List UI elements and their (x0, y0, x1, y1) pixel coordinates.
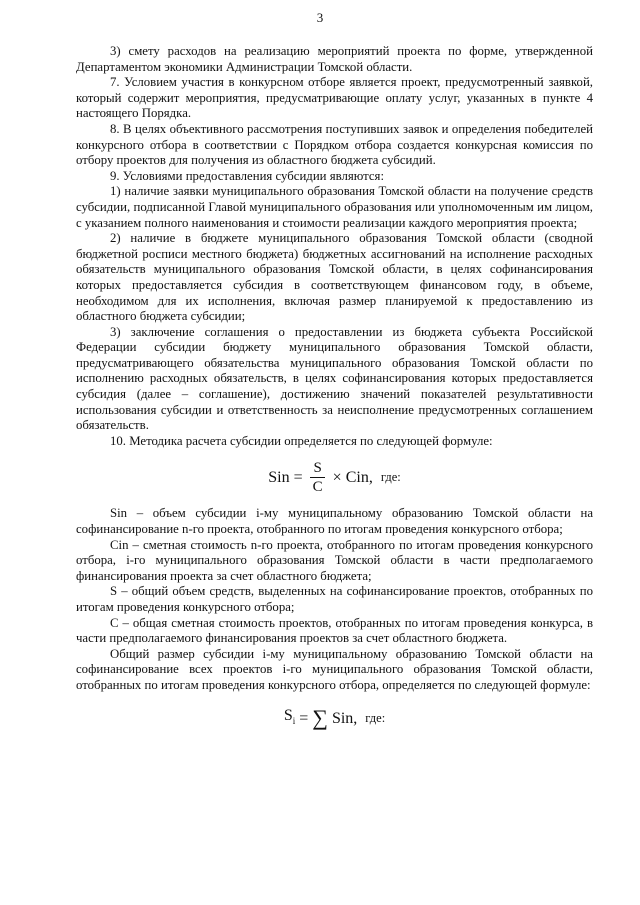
paragraph: S – общий объем средств, выделенных на софинансирование проектов, отобранных по итогам проведения конкурсного отбора; (76, 584, 593, 614)
formula2-equals: = (299, 709, 309, 727)
document-body (76, 44, 593, 739)
formula-suffix: где: (380, 470, 401, 485)
formula-lhs: Sin (268, 469, 290, 487)
paragraph: Cin – сметная стоимость n-го проекта, отобранного по итогам проведения конкурсного отбора, i-го муниципального образования Томской области в части предполагаемого финансирования проекта за счет областного бюджета; (76, 537, 593, 583)
paragraph: 8. В целях объективного рассмотрения поступивших заявок и определения победителей конкурсного отбора в соответствии с Порядком отбора создается конкурсная комиссия по отбору проектов для получения из областного бюджета субсидий. (76, 121, 593, 168)
paragraph: Общий размер субсидии i-му муниципальному образованию Томской области на софинансирование всех проектов i-го муниципального образования Томской области, отобранных по итогам проведения конкурсного отбора, определяется по следующей формуле: (76, 646, 593, 692)
formula-rhs: Cin, (345, 469, 373, 487)
formula-equals: = (293, 469, 303, 487)
paragraph: 1) наличие заявки муниципального образования Томской области на получение средств субсидии, подписанной Главой муниципального образования или уполномоченным им лицом, с указанием полного наименования и стоимости реализации каждого мероприятия проекта; (76, 184, 593, 230)
formula2-lhs-subscript: i (292, 715, 296, 726)
total-subsidy-formula (76, 705, 593, 731)
paragraph: Sin – объем субсидии i-му муниципальному образованию Томской области на софинансирование n-го проекта, отобранного по итогам проведения конкурсного отбора; (76, 506, 593, 537)
paragraph: 2) наличие в бюджете муниципального образования Томской области (сводной бюджетной росписи местного бюджета) бюджетных ассигнований на исполнение расходных обязательств муниципального образования Томской области, в целях софинансирования которых предоставляется субсидия в соответствующем финансовом году, в объеме, необходимом для их исполнения, включая размер планируемой к предоставлению из областного бюджета субсидии; (76, 231, 593, 324)
formula2-rhs: Sin, (331, 709, 358, 727)
sum-sign: ∑ (312, 705, 328, 731)
page-number: 3 (316, 10, 324, 25)
paragraph: 9. Условиями предоставления субсидии являются: (110, 168, 385, 183)
paragraph: 10. Методика расчета субсидии определяется по следующей формуле: (110, 433, 493, 448)
paragraph: 3) заключение соглашения о предоставлении из бюджета субъекта Российской Федерации субсидии бюджету муниципального образования Томской области, предусматривающего обязательства муниципального образования Томской области по исполнению расходных обязательств, в целях софинансирования которых предоставляется субсидия (далее – соглашение), достижению значений показателей результативности использования субсидии и ответственность за неисполнение предусмотренных соглашением обязательств. (76, 324, 593, 433)
paragraph: 7. Условием участия в конкурсном отборе является проект, предусмотренный заявкой, который содержит мероприятия, предусматривающие оплату услуг, указанных в пункте 4 настоящего Порядка. (76, 75, 593, 121)
formula2-lhs-symbol: S (283, 706, 293, 724)
paragraph: 3) смету расходов на реализацию мероприятий проекта по форме, утвержденной Департаментом экономики Администрации Томской области. (76, 44, 593, 74)
paragraph: C – общая сметная стоимость проектов, отобранных по итогам проведения конкурса, в части предполагаемого финансирования проектов за счет областного бюджета. (76, 615, 593, 646)
formula-fraction (310, 459, 326, 496)
formula-denominator: C (312, 479, 323, 496)
formula-numerator: S (310, 459, 324, 478)
subsidy-formula (76, 459, 593, 496)
formula2-suffix: где: (365, 710, 386, 725)
formula2-lhs (284, 708, 295, 730)
formula-times: × (332, 469, 342, 487)
